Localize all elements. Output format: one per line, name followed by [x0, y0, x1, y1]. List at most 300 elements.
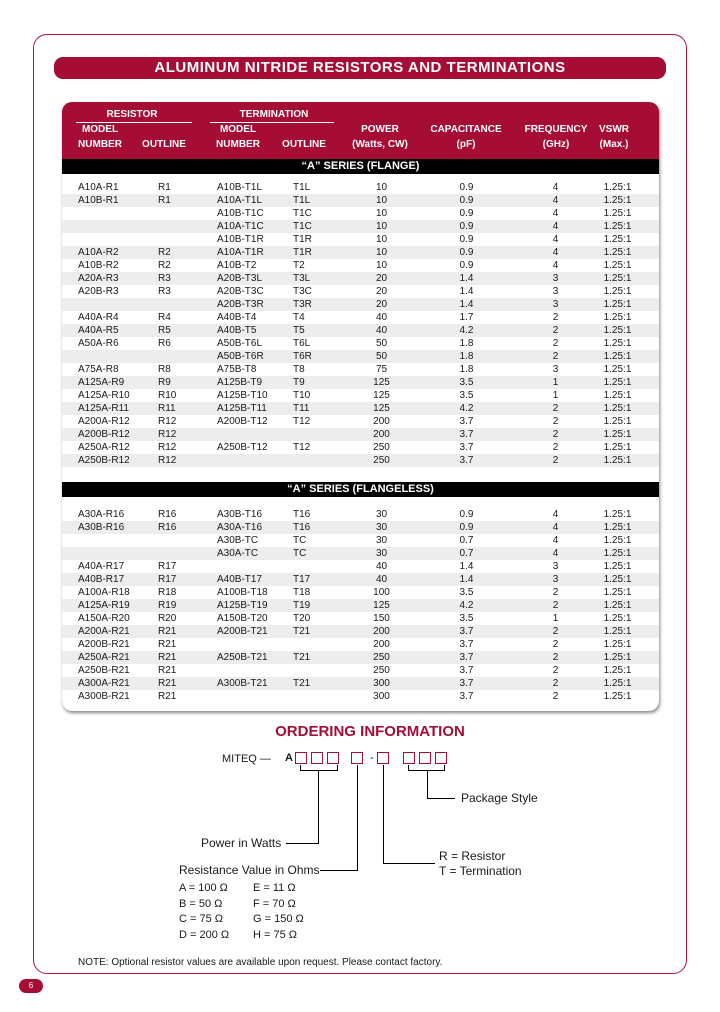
series-flangeless-band: “A” SERIES (FLANGELESS)	[62, 482, 659, 497]
cell-resistor-outline: R21	[158, 665, 177, 676]
cell-power: 30	[375, 522, 388, 533]
table-row	[62, 272, 659, 285]
table-row	[62, 246, 659, 259]
cell-capacitance: 3.5	[459, 613, 474, 624]
cell-vswr: 1.25:1	[603, 678, 632, 689]
table-row	[62, 389, 659, 402]
table-row	[62, 324, 659, 337]
bracket-package-left	[408, 765, 409, 771]
cell-vswr: 1.25:1	[603, 208, 632, 219]
cell-termination-model: A125B-T10	[217, 390, 268, 401]
cell-frequency: 4	[552, 221, 559, 232]
cell-capacitance: 1.4	[459, 286, 474, 297]
t-termination-label: T = Termination	[439, 864, 522, 878]
cell-power: 250	[373, 455, 390, 466]
header-res-model	[74, 123, 126, 151]
cell-capacitance: 0.9	[459, 247, 474, 258]
cell-termination-model: A50B-T6R	[217, 351, 264, 362]
header-frequency-line1: FREQUENCY	[524, 124, 588, 135]
cell-frequency: 2	[552, 403, 559, 414]
cell-power: 10	[375, 234, 388, 245]
cell-resistor-outline: R21	[158, 678, 177, 689]
cell-capacitance: 3.7	[459, 416, 474, 427]
cell-termination-model: A10B-T1C	[217, 208, 264, 219]
cell-power: 250	[373, 652, 390, 663]
cell-power: 20	[375, 299, 388, 310]
cell-termination-outline: T3R	[293, 299, 312, 310]
cell-capacitance: 1.4	[459, 561, 474, 572]
cell-resistor-outline: R11	[158, 403, 176, 414]
cell-termination-outline: T12	[293, 442, 311, 453]
cell-resistor-outline: R12	[158, 455, 177, 466]
cell-termination-outline: T21	[293, 652, 311, 663]
bracket-power-right	[337, 765, 338, 771]
cell-resistor-model: A125A-R9	[78, 377, 125, 388]
cell-termination-model: A200B-T12	[217, 416, 268, 427]
cell-capacitance: 0.7	[459, 548, 474, 559]
cell-resistor-model: A10A-R2	[78, 247, 119, 258]
cell-capacitance: 1.8	[459, 338, 474, 349]
table-row	[62, 573, 659, 586]
cell-vswr: 1.25:1	[603, 234, 632, 245]
cell-termination-outline: T3C	[293, 286, 312, 297]
cell-termination-model: A125B-T11	[217, 403, 267, 414]
table-row	[62, 651, 659, 664]
cell-capacitance: 0.9	[459, 260, 474, 271]
cell-power: 10	[375, 247, 388, 258]
cell-capacitance: 0.9	[459, 182, 474, 193]
cell-vswr: 1.25:1	[603, 377, 632, 388]
header-res-model-line2: NUMBER	[78, 139, 122, 150]
table-row	[62, 690, 659, 703]
header-vswr-line1: VSWR	[599, 124, 629, 135]
cell-termination-model: A40B-T17	[217, 574, 263, 585]
table-row	[62, 376, 659, 389]
cell-capacitance: 0.9	[459, 509, 474, 520]
cell-termination-outline: T1C	[293, 208, 312, 219]
cell-capacitance: 1.4	[459, 273, 474, 284]
cell-capacitance: 1.4	[459, 299, 474, 310]
cell-termination-outline: T11	[293, 403, 310, 414]
cell-power: 200	[373, 639, 390, 650]
cell-power: 30	[375, 548, 388, 559]
cell-resistor-model: A250A-R21	[78, 652, 130, 663]
cell-resistor-model: A200A-R12	[78, 416, 130, 427]
header-vswr	[592, 123, 636, 151]
resistance-label: Resistance Value in Ohms	[179, 863, 320, 877]
table-row	[62, 337, 659, 350]
header-vswr-line2: (Max.)	[599, 139, 629, 150]
cell-termination-outline: T1R	[293, 247, 312, 258]
cell-vswr: 1.25:1	[603, 652, 632, 663]
cell-vswr: 1.25:1	[603, 182, 632, 193]
cell-frequency: 1	[552, 390, 559, 401]
cell-capacitance: 0.9	[459, 195, 474, 206]
cell-frequency: 4	[552, 208, 559, 219]
page-number: 6	[19, 979, 43, 993]
cell-termination-model: A300B-T21	[217, 678, 268, 689]
power-watts-label: Power in Watts	[201, 836, 282, 850]
bracket-power-left	[300, 765, 301, 771]
code-box-6	[403, 752, 415, 764]
cell-frequency: 2	[552, 626, 559, 637]
cell-frequency: 2	[552, 691, 559, 702]
cell-termination-model: A10B-T1L	[217, 182, 263, 193]
cell-termination-outline: T16	[293, 522, 311, 533]
table-row	[62, 428, 659, 441]
cell-power: 125	[373, 403, 390, 414]
cell-resistor-model: A125A-R11	[78, 403, 129, 414]
spec-table	[62, 102, 659, 711]
table-row	[62, 586, 659, 599]
cell-vswr: 1.25:1	[603, 691, 632, 702]
cell-resistor-outline: R19	[158, 600, 177, 611]
cell-resistor-outline: R3	[158, 286, 171, 297]
legend-d: D = 200 Ω	[179, 929, 230, 941]
cell-power: 300	[373, 678, 390, 689]
cell-resistor-model: A250B-R21	[78, 665, 130, 676]
cell-termination-outline: T3L	[293, 273, 311, 284]
cell-resistor-outline: R16	[158, 522, 177, 533]
cell-capacitance: 3.7	[459, 455, 474, 466]
cell-termination-outline: TC	[293, 548, 307, 559]
cell-termination-model: A10A-T1R	[217, 247, 264, 258]
cell-resistor-model: A40B-R17	[78, 574, 125, 585]
table-row	[62, 441, 659, 454]
leader-resistance-v	[357, 765, 358, 871]
table-row	[62, 181, 659, 194]
cell-vswr: 1.25:1	[603, 221, 632, 232]
cell-termination-model: A20B-T3C	[217, 286, 264, 297]
cell-resistor-outline: R10	[158, 390, 177, 401]
cell-vswr: 1.25:1	[603, 286, 632, 297]
table-row	[62, 612, 659, 625]
cell-resistor-outline: R9	[158, 377, 171, 388]
cell-power: 100	[373, 587, 390, 598]
cell-termination-model: A30B-T16	[217, 509, 263, 520]
cell-frequency: 4	[552, 535, 559, 546]
cell-capacitance: 0.7	[459, 535, 474, 546]
cell-vswr: 1.25:1	[603, 338, 632, 349]
table-row	[62, 285, 659, 298]
cell-capacitance: 3.7	[459, 691, 474, 702]
cell-termination-outline: T4	[293, 312, 305, 323]
cell-termination-outline: T21	[293, 626, 311, 637]
table-row	[62, 220, 659, 233]
legend-c: C = 75 Ω	[179, 913, 223, 925]
code-box-5	[377, 752, 389, 764]
header-term-model-line1: MODEL	[219, 124, 257, 135]
legend-b: B = 50 Ω	[179, 898, 223, 910]
cell-frequency: 2	[552, 325, 559, 336]
leader-type-h	[383, 863, 435, 864]
cell-capacitance: 3.7	[459, 678, 474, 689]
cell-resistor-model: A300A-R21	[78, 678, 130, 689]
cell-vswr: 1.25:1	[603, 665, 632, 676]
table-row	[62, 638, 659, 651]
cell-resistor-model: A10B-R2	[78, 260, 119, 271]
cell-power: 10	[375, 221, 388, 232]
cell-power: 125	[373, 390, 390, 401]
header-power-line2: (Watts, CW)	[352, 139, 408, 150]
cell-frequency: 3	[552, 364, 559, 375]
cell-vswr: 1.25:1	[603, 195, 632, 206]
flange-rows	[62, 181, 659, 467]
cell-capacitance: 1.7	[459, 312, 474, 323]
cell-resistor-outline: R20	[158, 613, 177, 624]
cell-frequency: 2	[552, 429, 559, 440]
cell-vswr: 1.25:1	[603, 247, 632, 258]
cell-power: 250	[373, 665, 390, 676]
table-row	[62, 454, 659, 467]
cell-capacitance: 3.5	[459, 390, 474, 401]
footnote: NOTE: Optional resistor values are available upon request. Please contact factory.	[78, 957, 443, 968]
table-row	[62, 194, 659, 207]
legend-f: F = 70 Ω	[253, 898, 296, 910]
cell-resistor-model: A40A-R5	[78, 325, 119, 336]
cell-resistor-outline: R21	[158, 691, 177, 702]
cell-frequency: 4	[552, 195, 559, 206]
table-row	[62, 298, 659, 311]
cell-resistor-outline: R17	[158, 574, 177, 585]
cell-resistor-model: A10A-R1	[78, 182, 119, 193]
ordering-letter: A	[285, 752, 293, 764]
table-row	[62, 402, 659, 415]
cell-termination-outline: T2	[293, 260, 305, 271]
table-row	[62, 560, 659, 573]
cell-termination-outline: T20	[293, 613, 311, 624]
leader-package-h	[427, 798, 455, 799]
cell-resistor-outline: R12	[158, 442, 177, 453]
cell-power: 50	[375, 351, 388, 362]
cell-resistor-outline: R17	[158, 561, 177, 572]
cell-capacitance: 3.5	[459, 377, 474, 388]
ordering-prefix: MITEQ —	[222, 753, 271, 765]
cell-capacitance: 0.9	[459, 208, 474, 219]
cell-capacitance: 1.8	[459, 351, 474, 362]
cell-frequency: 2	[552, 338, 559, 349]
cell-frequency: 2	[552, 312, 559, 323]
header-resistor-group: RESISTOR	[106, 109, 158, 120]
page-title: ALUMINUM NITRIDE RESISTORS AND TERMINATIONS	[54, 57, 666, 79]
cell-resistor-outline: R21	[158, 639, 177, 650]
cell-resistor-outline: R18	[158, 587, 177, 598]
cell-vswr: 1.25:1	[603, 351, 632, 362]
cell-vswr: 1.25:1	[603, 548, 632, 559]
cell-capacitance: 4.2	[459, 325, 474, 336]
header-res-outline: OUTLINE	[142, 139, 186, 150]
header-term-outline: OUTLINE	[282, 139, 326, 150]
cell-vswr: 1.25:1	[603, 535, 632, 546]
cell-resistor-model: A50A-R6	[78, 338, 119, 349]
cell-vswr: 1.25:1	[603, 429, 632, 440]
cell-resistor-model: A10B-R1	[78, 195, 119, 206]
cell-resistor-model: A40A-R17	[78, 561, 125, 572]
cell-frequency: 4	[552, 548, 559, 559]
cell-resistor-outline: R21	[158, 652, 177, 663]
table-row	[62, 664, 659, 677]
cell-termination-model: A30A-TC	[217, 548, 259, 559]
cell-resistor-model: A20A-R3	[78, 273, 119, 284]
cell-capacitance: 4.2	[459, 600, 474, 611]
cell-termination-model: A10A-T1C	[217, 221, 264, 232]
cell-termination-outline: T1L	[293, 182, 311, 193]
cell-termination-outline: T21	[293, 678, 311, 689]
legend-g: G = 150 Ω	[253, 913, 304, 925]
cell-termination-model: A250B-T12	[217, 442, 268, 453]
cell-frequency: 3	[552, 299, 559, 310]
legend-a: A = 100 Ω	[179, 882, 228, 894]
r-resistor-label: R = Resistor	[439, 849, 506, 863]
header-res-model-line1: MODEL	[81, 124, 119, 135]
table-row	[62, 311, 659, 324]
table-row	[62, 625, 659, 638]
cell-frequency: 4	[552, 234, 559, 245]
cell-capacitance: 4.2	[459, 403, 474, 414]
cell-frequency: 4	[552, 260, 559, 271]
cell-frequency: 1	[552, 377, 559, 388]
cell-resistor-model: A100A-R18	[78, 587, 130, 598]
table-row	[62, 521, 659, 534]
cell-vswr: 1.25:1	[603, 613, 632, 624]
cell-termination-outline: T1L	[293, 195, 311, 206]
cell-termination-model: A75B-T8	[217, 364, 257, 375]
code-box-7	[419, 752, 431, 764]
cell-power: 200	[373, 416, 390, 427]
cell-power: 125	[373, 377, 390, 388]
cell-termination-outline: T6R	[293, 351, 312, 362]
cell-resistor-model: A20B-R3	[78, 286, 119, 297]
cell-vswr: 1.25:1	[603, 416, 632, 427]
cell-frequency: 2	[552, 639, 559, 650]
cell-frequency: 2	[552, 455, 559, 466]
leader-power-h	[286, 843, 319, 844]
cell-resistor-model: A200B-R12	[78, 429, 130, 440]
table-row	[62, 534, 659, 547]
cell-vswr: 1.25:1	[603, 522, 632, 533]
table-row	[62, 233, 659, 246]
header-term-model	[212, 123, 264, 151]
cell-power: 20	[375, 273, 388, 284]
cell-termination-outline: T18	[293, 587, 311, 598]
cell-vswr: 1.25:1	[603, 509, 632, 520]
cell-power: 10	[375, 182, 388, 193]
cell-termination-model: A150B-T20	[217, 613, 268, 624]
header-power	[346, 123, 414, 151]
cell-resistor-model: A75A-R8	[78, 364, 119, 375]
legend-h: H = 75 Ω	[253, 929, 297, 941]
cell-resistor-model: A250B-R12	[78, 455, 130, 466]
cell-power: 150	[373, 613, 390, 624]
cell-power: 30	[375, 509, 388, 520]
cell-capacitance: 1.4	[459, 574, 474, 585]
cell-termination-model: A125B-T9	[217, 377, 263, 388]
cell-termination-model: A10B-T2	[217, 260, 257, 271]
cell-vswr: 1.25:1	[603, 600, 632, 611]
cell-termination-model: A200B-T21	[217, 626, 268, 637]
cell-termination-model: A10B-T1R	[217, 234, 264, 245]
table-row	[62, 415, 659, 428]
code-box-3	[327, 752, 339, 764]
cell-capacitance: 3.7	[459, 639, 474, 650]
table-row	[62, 363, 659, 376]
cell-termination-model: A40B-T4	[217, 312, 257, 323]
cell-resistor-outline: R12	[158, 416, 177, 427]
cell-frequency: 2	[552, 442, 559, 453]
cell-power: 10	[375, 195, 388, 206]
cell-resistor-model: A30B-R16	[78, 522, 125, 533]
cell-vswr: 1.25:1	[603, 299, 632, 310]
cell-termination-outline: T12	[293, 416, 311, 427]
cell-frequency: 2	[552, 600, 559, 611]
cell-termination-outline: T1C	[293, 221, 312, 232]
cell-frequency: 3	[552, 574, 559, 585]
cell-capacitance: 0.9	[459, 234, 474, 245]
cell-frequency: 4	[552, 247, 559, 258]
cell-termination-outline: T17	[293, 574, 311, 585]
header-capacitance-line2: (pF)	[456, 139, 476, 150]
cell-termination-model: A30B-TC	[217, 535, 259, 546]
cell-power: 75	[375, 364, 388, 375]
cell-vswr: 1.25:1	[603, 403, 632, 414]
cell-vswr: 1.25:1	[603, 273, 632, 284]
cell-capacitance: 3.7	[459, 652, 474, 663]
ordering-dash: -	[370, 752, 374, 764]
cell-resistor-outline: R1	[158, 182, 171, 193]
cell-termination-model: A10A-T1L	[217, 195, 263, 206]
cell-vswr: 1.25:1	[603, 639, 632, 650]
cell-termination-model: A50B-T6L	[217, 338, 263, 349]
cell-power: 250	[373, 442, 390, 453]
cell-capacitance: 0.9	[459, 221, 474, 232]
cell-resistor-outline: R16	[158, 509, 177, 520]
cell-termination-model: A30A-T16	[217, 522, 263, 533]
cell-termination-outline: T9	[293, 377, 305, 388]
cell-resistor-outline: R8	[158, 364, 171, 375]
table-row	[62, 599, 659, 612]
cell-resistor-outline: R3	[158, 273, 171, 284]
header-power-line1: POWER	[361, 124, 399, 135]
header-frequency-line2: (GHz)	[542, 139, 570, 150]
cell-termination-model: A250B-T21	[217, 652, 268, 663]
cell-vswr: 1.25:1	[603, 312, 632, 323]
cell-vswr: 1.25:1	[603, 364, 632, 375]
cell-termination-outline: T10	[293, 390, 311, 401]
cell-termination-model: A40B-T5	[217, 325, 257, 336]
cell-frequency: 2	[552, 678, 559, 689]
cell-resistor-model: A200A-R21	[78, 626, 130, 637]
ordering-title: ORDERING INFORMATION	[275, 723, 465, 740]
header-frequency	[518, 123, 594, 151]
cell-termination-model: A125B-T19	[217, 600, 268, 611]
cell-termination-outline: T1R	[293, 234, 312, 245]
cell-resistor-model: A200B-R21	[78, 639, 130, 650]
bracket-power	[300, 770, 338, 771]
cell-power: 50	[375, 338, 388, 349]
cell-frequency: 3	[552, 286, 559, 297]
flangeless-rows	[62, 508, 659, 703]
code-box-2	[311, 752, 323, 764]
table-row	[62, 677, 659, 690]
table-row	[62, 508, 659, 521]
header-capacitance	[424, 123, 508, 151]
cell-power: 125	[373, 600, 390, 611]
cell-power: 200	[373, 626, 390, 637]
code-box-4	[351, 752, 363, 764]
cell-resistor-outline: R4	[158, 312, 171, 323]
cell-resistor-outline: R21	[158, 626, 177, 637]
leader-resistance-h	[320, 870, 358, 871]
